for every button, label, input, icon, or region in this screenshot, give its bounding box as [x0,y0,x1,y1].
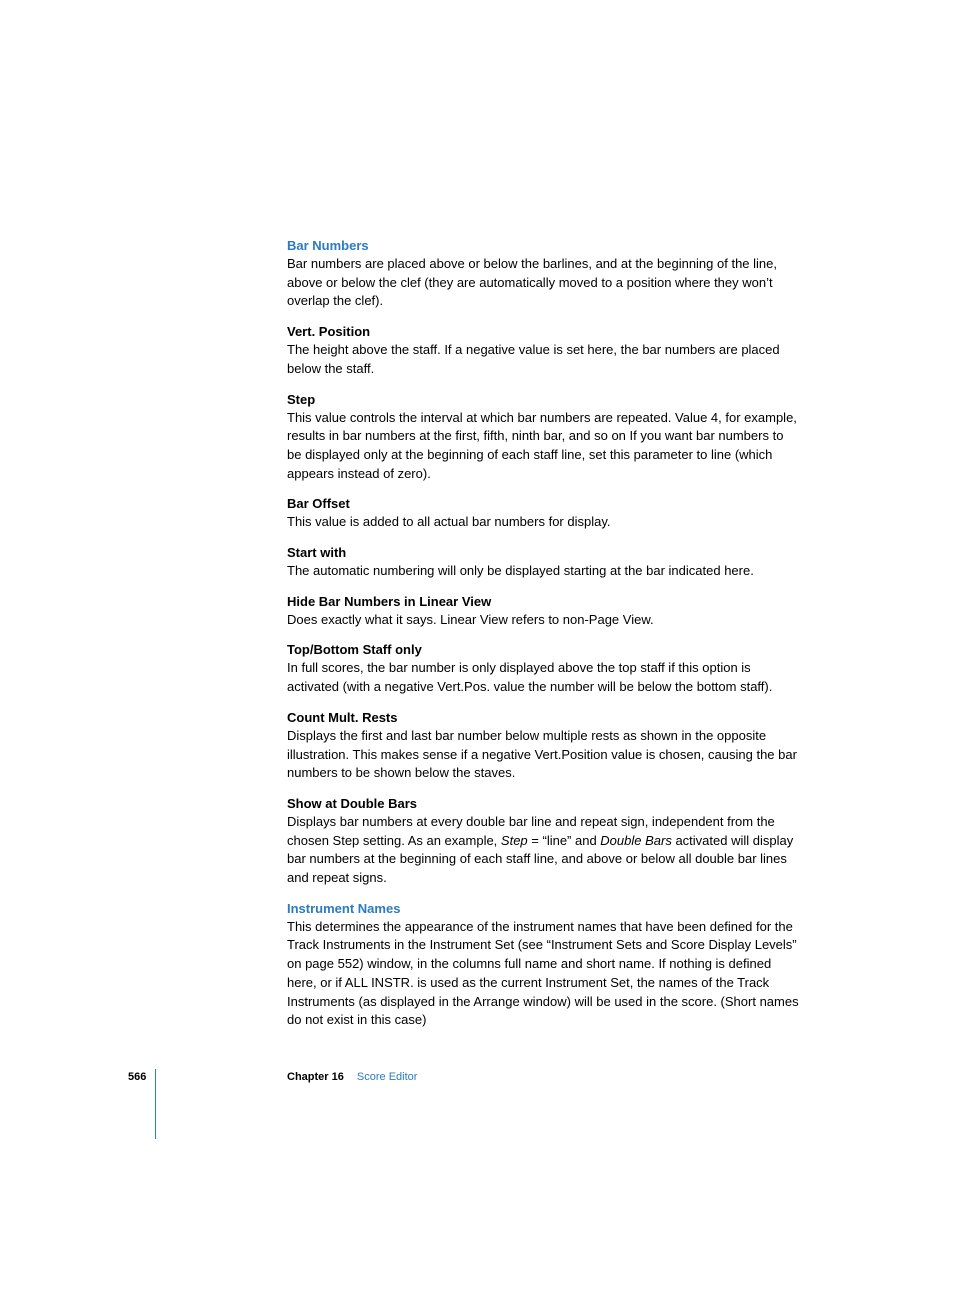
item-body: Displays the first and last bar number below multiple rests as shown in the opposite illustration. This makes sense if a negative Vert.Position value is chosen, causing the bar numbers to be shown below the staves. [287,727,797,781]
item-step [287,390,799,484]
item-start-with [287,543,799,581]
section-instrument-names [287,899,799,1030]
item-top-bottom-staff [287,640,799,696]
item-body: This value controls the interval at which bar numbers are repeated. Value 4, for example, results in bar numbers at the first, fifth, ninth bar, and so on If you want bar numbers to be displayed only at the beginning of each staff line, set this parameter to line (which appears instead of zero). [287,409,797,481]
item-title: Step [287,391,316,407]
item-title: Vert. Position [287,324,371,340]
item-body: Does exactly what it says. Linear View refers to non-Page View. [287,611,654,627]
item-title: Show at Double Bars [287,795,418,811]
body-emphasis: Step [500,832,528,848]
page-number: 566 [128,1071,147,1083]
body-text: Displays bar numbers at every double bar line and repeat sign, independent from the chosen Step setting. As an example, [287,813,775,848]
item-title: Start with [287,545,347,561]
item-vert-position [287,322,799,378]
body-emphasis: Double Bars [600,832,672,848]
item-body: This value is added to all actual bar numbers for display. [287,514,611,530]
item-show-at-double-bars [287,794,799,888]
page-content [287,236,799,1041]
footer-divider [155,1069,156,1139]
item-body: The automatic numbering will only be displayed starting at the bar indicated here. [287,563,754,579]
item-body [287,813,799,888]
section-intro: Bar numbers are placed above or below the barlines, and at the beginning of the line, above or below the clef (they are automatically moved to a position where they won’t overlap the clef). [287,256,777,309]
item-count-mult-rests [287,708,799,783]
section-bar-numbers [287,236,799,311]
item-body: The height above the staff. If a negative value is set here, the bar numbers are placed below the staff. [287,342,780,376]
item-title: Bar Offset [287,496,350,512]
body-text: = “line” and [527,832,601,848]
item-title: Count Mult. Rests [287,709,398,725]
chapter-name: Score Editor [356,1071,418,1083]
section-intro: This determines the appearance of the instrument names that have been defined for the Track Instruments in the Instrument Set (see “Instrument Sets and Score Display Levels” on page 552) window, in the columns full name and short name. If nothing is defined here, or if ALL INSTR. is used as the current Instrument Set, the names of the Track Instruments (as displayed in the Arrange window) will be used in the score. (Short names do not exist in this case) [287,918,799,1028]
item-title: Hide Bar Numbers in Linear View [287,593,492,609]
chapter-label: Chapter 16 [287,1071,344,1083]
item-title: Top/Bottom Staff only [287,642,422,658]
section-title: Instrument Names [287,900,401,916]
item-hide-bar-numbers [287,592,799,630]
footer-chapter [287,1069,417,1085]
item-body: In full scores, the bar number is only displayed above the top staff if this option is activated (with a negative Vert.Pos. value the number will be below the bottom staff). [287,660,773,695]
section-title: Bar Numbers [287,238,369,253]
body-text: activated will display bar numbers at the beginning of each staff line, and above or below all double bar lines and repeat signs. [287,832,794,886]
item-bar-offset [287,494,799,532]
